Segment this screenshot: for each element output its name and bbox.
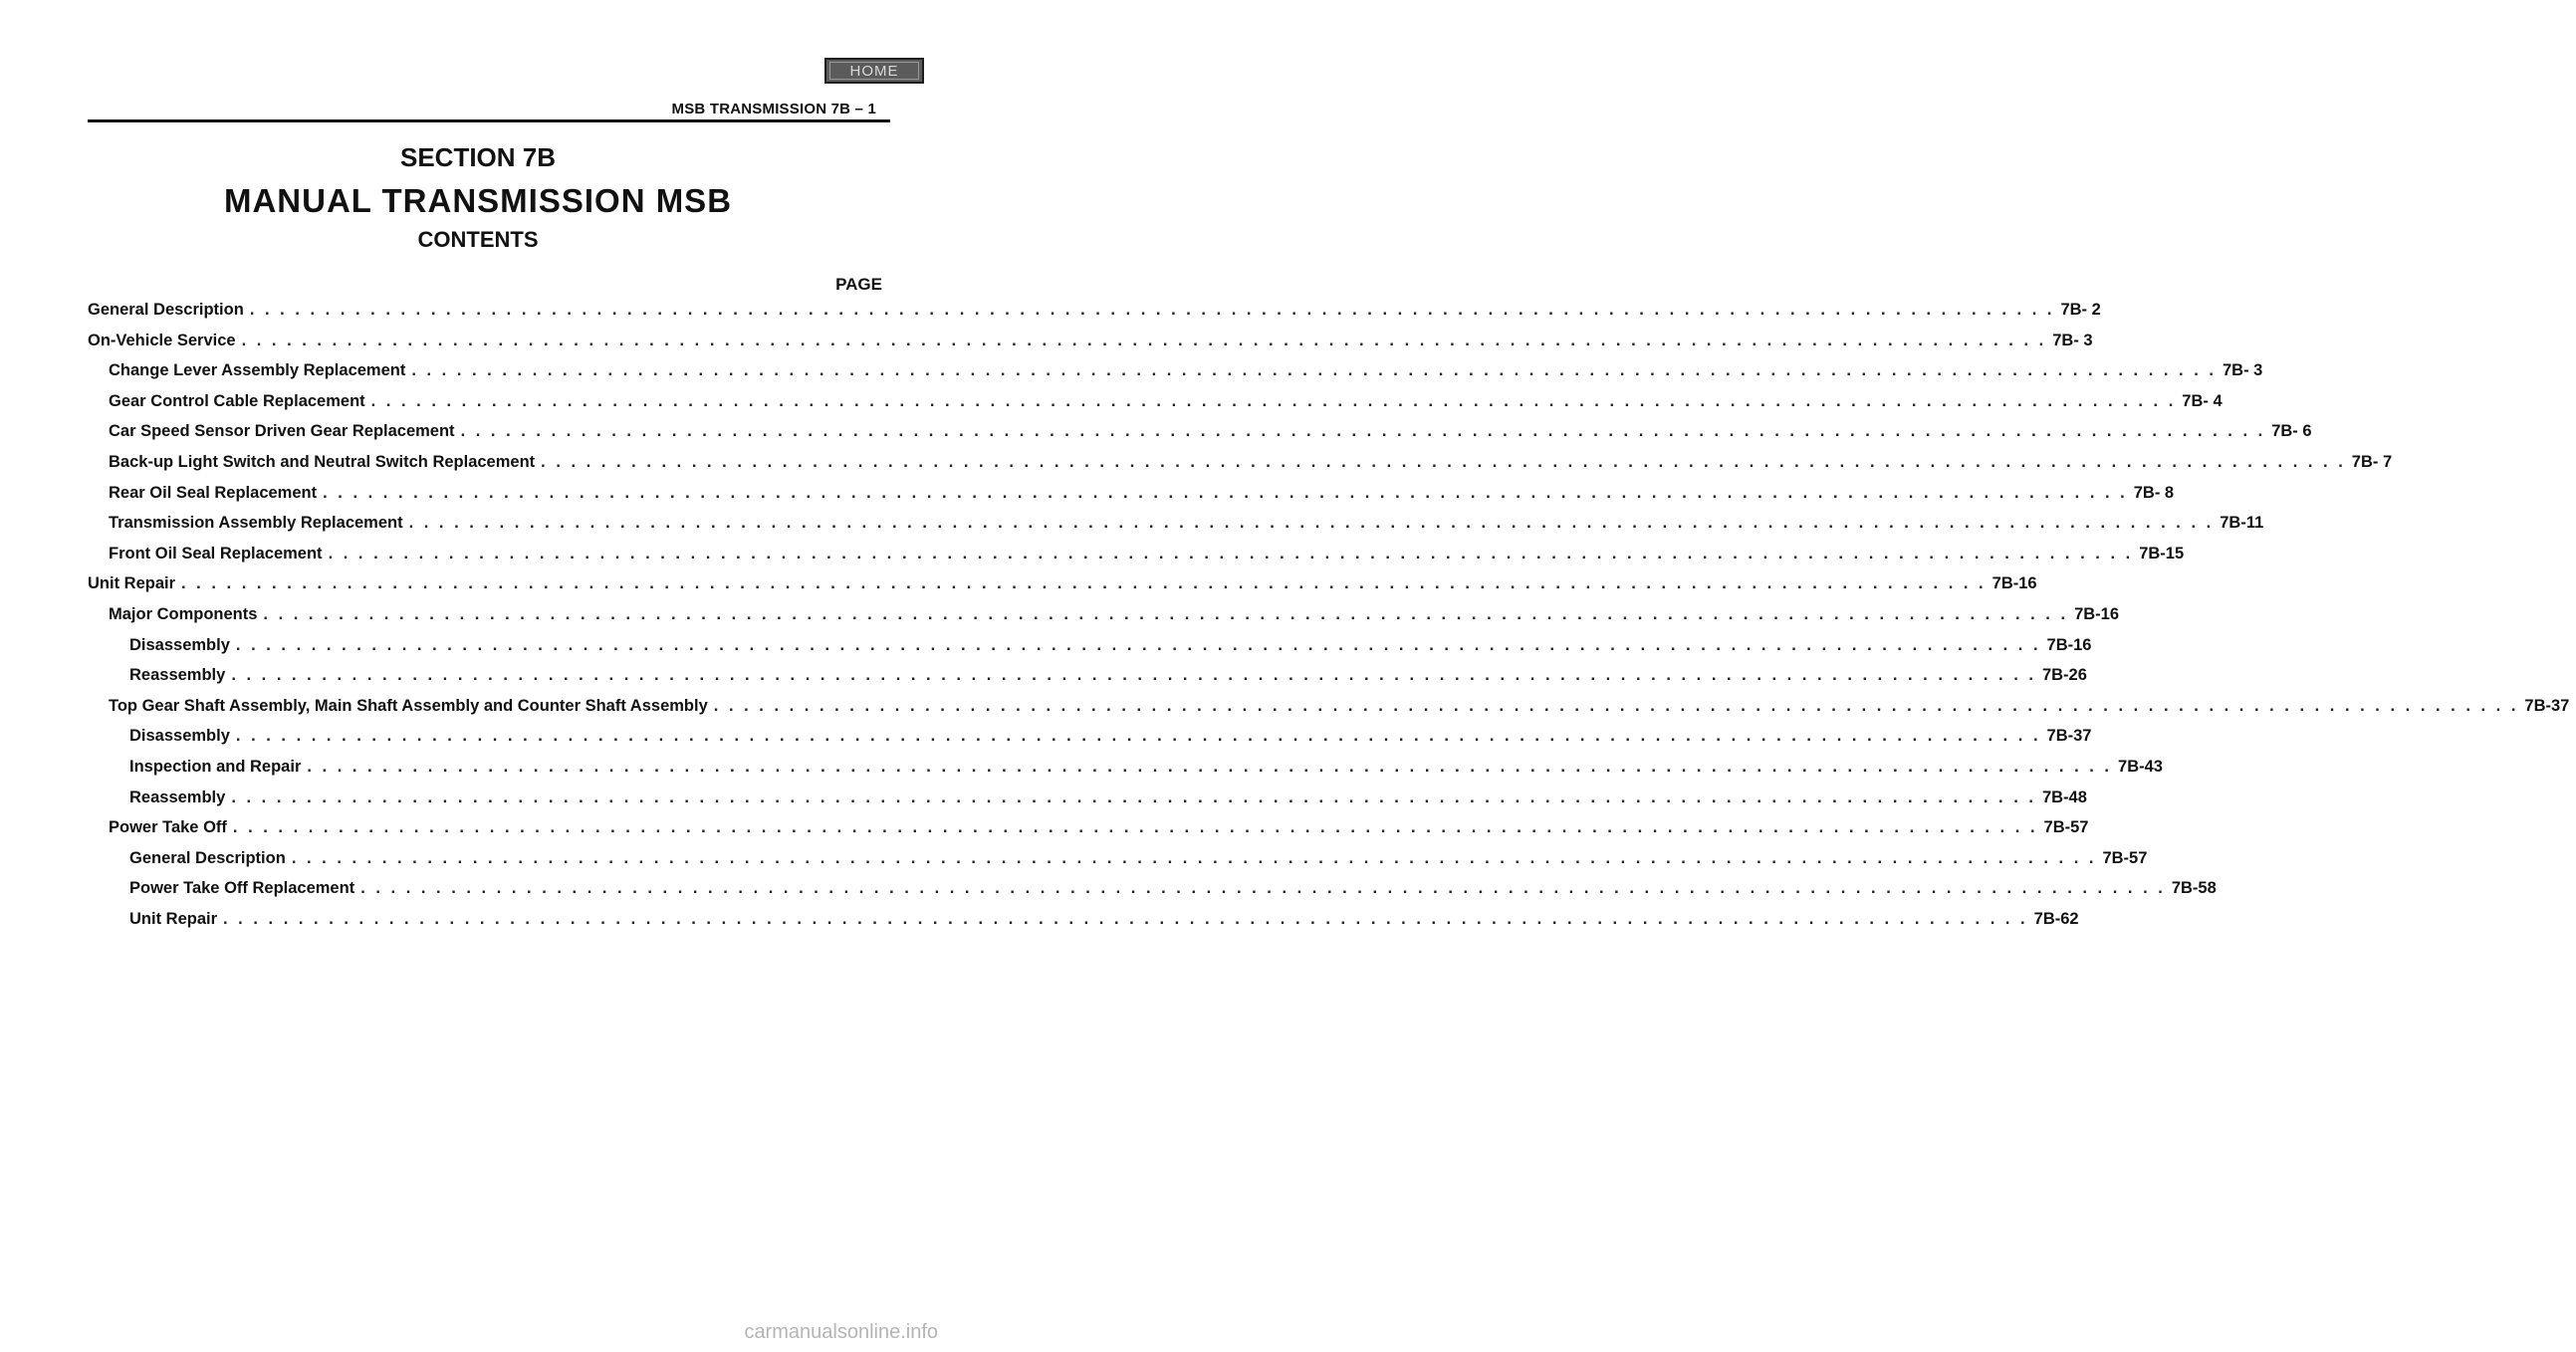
dot-leader: . . . . . . . . . . . . . . . . . . . . . . . . . . . . . . . . . . . . . . . . . . . . . . . . . . . . . . . . . . . . . . . . . . . . . . . . . . . . . . . . . . . . . . . . . . . . . . . . . . . . . . . . . . . . . . . . . . . . . . . .: [249, 301, 2055, 319]
toc-entry-label: Inspection and Repair: [129, 758, 302, 776]
dot-leader: . . . . . . . . . . . . . . . . . . . . . . . . . . . . . . . . . . . . . . . . . . . . . . . . . . . . . . . . . . . . . . . . . . . . . . . . . . . . . . . . . . . . . . . . . . . . . . . . . . . . . . . . . . . . . . . . . . . . . . . .: [235, 635, 2041, 654]
toc-entry[interactable]: [88, 788, 2087, 812]
toc-entry[interactable]: [88, 879, 2217, 903]
toc-entry-label: Disassembly: [129, 635, 230, 654]
watermark: carmanualsonline.info: [744, 1321, 938, 1343]
toc-entry[interactable]: [88, 301, 2101, 325]
toc-entry[interactable]: [88, 422, 2312, 446]
toc-entry[interactable]: [88, 727, 2092, 751]
toc-entry-label: General Description: [88, 301, 244, 319]
dot-leader: . . . . . . . . . . . . . . . . . . . . . . . . . . . . . . . . . . . . . . . . . . . . . . . . . . . . . . . . . . . . . . . . . . . . . . . . . . . . . . . . . . . . . . . . . . . . . . . . . . . . . . . . . . . . . . . . . . . . . . . .: [223, 910, 2028, 928]
contents-title: CONTENTS: [417, 227, 539, 252]
toc-entry[interactable]: [88, 361, 2263, 385]
main-title: MANUAL TRANSMISSION MSB: [223, 182, 733, 219]
dot-leader: . . . . . . . . . . . . . . . . . . . . . . . . . . . . . . . . . . . . . . . . . . . . . . . . . . . . . . . . . . . . . . . . . . . . . . . . . . . . . . . . . . . . . . . . . . . . . . . . . . . . . . . . . . . . . . . . . . . . . . . .: [263, 605, 2069, 623]
toc-entry[interactable]: [88, 696, 2570, 721]
toc-entry-label: Top Gear Shaft Assembly, Main Shaft Assembly and Counter Shaft Assembly: [109, 696, 708, 715]
toc-entry-page: 7B-16: [1991, 574, 2037, 593]
toc-entry-label: Disassembly: [129, 727, 230, 746]
toc-entry[interactable]: [88, 483, 2175, 508]
home-button[interactable]: [824, 58, 924, 84]
toc-entry-page: 7B-57: [2102, 848, 2148, 867]
dot-leader: . . . . . . . . . . . . . . . . . . . . . . . . . . . . . . . . . . . . . . . . . . . . . . . . . . . . . . . . . . . . . . . . . . . . . . . . . . . . . . . . . . . . . . . . . . . . . . . . . . . . . . . . . . . . . . . . . . . . . . . .: [360, 879, 2166, 898]
toc-entry[interactable]: [88, 758, 2163, 782]
toc-entry[interactable]: [88, 331, 2093, 355]
toc-entry-page: 7B- 2: [2060, 301, 2101, 319]
toc-entry[interactable]: [88, 574, 2037, 598]
toc-entry-page: 7B- 7: [2351, 453, 2393, 471]
toc-entry-label: General Description: [129, 848, 286, 867]
toc-entry[interactable]: [88, 544, 2185, 568]
toc-entry-page: 7B-58: [2171, 879, 2217, 898]
dot-leader: . . . . . . . . . . . . . . . . . . . . . . . . . . . . . . . . . . . . . . . . . . . . . . . . . . . . . . . . . . . . . . . . . . . . . . . . . . . . . . . . . . . . . . . . . . . . . . . . . . . . . . . . . . . . . . . . . . . . . . . .: [232, 818, 2038, 837]
toc-entry-page: 7B- 8: [2133, 483, 2175, 502]
toc-entry-label: Transmission Assembly Replacement: [109, 514, 403, 533]
toc-entry-label: Unit Repair: [88, 574, 176, 593]
toc-entry[interactable]: [88, 666, 2087, 690]
toc-entry-label: Major Components: [109, 605, 258, 623]
section-title: SECTION 7B: [399, 142, 557, 172]
toc-entry-label: Unit Repair: [129, 910, 218, 928]
toc-entry-label: Reassembly: [129, 788, 226, 806]
toc-entry-label: Rear Oil Seal Replacement: [109, 483, 318, 502]
toc-entry-label: Power Take Off: [109, 818, 227, 837]
toc-entry[interactable]: [88, 453, 2393, 477]
running-header: MSB TRANSMISSION 7B – 1: [671, 101, 876, 117]
toc-entry-page: 7B-11: [2220, 514, 2264, 533]
toc-entry[interactable]: [88, 818, 2089, 842]
toc-entry-label: Back-up Light Switch and Neutral Switch Replacement: [109, 453, 536, 471]
dot-leader: . . . . . . . . . . . . . . . . . . . . . . . . . . . . . . . . . . . . . . . . . . . . . . . . . . . . . . . . . . . . . . . . . . . . . . . . . . . . . . . . . . . . . . . . . . . . . . . . . . . . . . . . . . . . . . . . . . . . . . . .: [411, 361, 2217, 380]
toc-entry-page: 7B-48: [2041, 788, 2087, 806]
dot-leader: . . . . . . . . . . . . . . . . . . . . . . . . . . . . . . . . . . . . . . . . . . . . . . . . . . . . . . . . . . . . . . . . . . . . . . . . . . . . . . . . . . . . . . . . . . . . . . . . . . . . . . . . . . . . . . . . . . . . . . . .: [291, 848, 2097, 867]
toc-entry-label: Reassembly: [129, 666, 226, 685]
dot-leader: . . . . . . . . . . . . . . . . . . . . . . . . . . . . . . . . . . . . . . . . . . . . . . . . . . . . . . . . . . . . . . . . . . . . . . . . . . . . . . . . . . . . . . . . . . . . . . . . . . . . . . . . . . . . . . . . . . . . . . . .: [713, 696, 2519, 715]
dot-leader: . . . . . . . . . . . . . . . . . . . . . . . . . . . . . . . . . . . . . . . . . . . . . . . . . . . . . . . . . . . . . . . . . . . . . . . . . . . . . . . . . . . . . . . . . . . . . . . . . . . . . . . . . . . . . . . . . . . . . . . .: [328, 544, 2134, 563]
toc-entry-label: Front Oil Seal Replacement: [109, 544, 323, 563]
toc-entry[interactable]: [88, 848, 2148, 873]
toc-entry-page: 7B-57: [2043, 818, 2089, 837]
dot-leader: . . . . . . . . . . . . . . . . . . . . . . . . . . . . . . . . . . . . . . . . . . . . . . . . . . . . . . . . . . . . . . . . . . . . . . . . . . . . . . . . . . . . . . . . . . . . . . . . . . . . . . . . . . . . . . . . . . . . . . . .: [241, 331, 2047, 349]
toc-entry-page: 7B-43: [2118, 758, 2163, 776]
dot-leader: . . . . . . . . . . . . . . . . . . . . . . . . . . . . . . . . . . . . . . . . . . . . . . . . . . . . . . . . . . . . . . . . . . . . . . . . . . . . . . . . . . . . . . . . . . . . . . . . . . . . . . . . . . . . . . . . . . . . . . . .: [307, 758, 2113, 776]
dot-leader: . . . . . . . . . . . . . . . . . . . . . . . . . . . . . . . . . . . . . . . . . . . . . . . . . . . . . . . . . . . . . . . . . . . . . . . . . . . . . . . . . . . . . . . . . . . . . . . . . . . . . . . . . . . . . . . . . . . . . . . .: [408, 514, 2215, 533]
dot-leader: . . . . . . . . . . . . . . . . . . . . . . . . . . . . . . . . . . . . . . . . . . . . . . . . . . . . . . . . . . . . . . . . . . . . . . . . . . . . . . . . . . . . . . . . . . . . . . . . . . . . . . . . . . . . . . . . . . . . . . . .: [235, 727, 2041, 746]
toc-entry-page: 7B- 6: [2271, 422, 2312, 441]
toc-entry[interactable]: [88, 514, 2264, 538]
toc-entry-page: 7B-16: [2046, 635, 2092, 654]
toc-entry-label: Change Lever Assembly Replacement: [109, 361, 406, 380]
toc-entry-page: 7B-37: [2524, 696, 2570, 715]
toc-entry-page: 7B- 3: [2052, 331, 2093, 349]
toc-entry-page: 7B-37: [2046, 727, 2092, 746]
toc-entry-label: On-Vehicle Service: [88, 331, 236, 349]
toc-entry-label: Power Take Off Replacement: [129, 879, 355, 898]
toc-entry-label: Gear Control Cable Replacement: [109, 391, 365, 410]
toc-entry-page: 7B- 4: [2182, 391, 2223, 410]
toc-entry[interactable]: [88, 391, 2223, 416]
toc-entry-label: Car Speed Sensor Driven Gear Replacement: [109, 422, 455, 441]
toc-entry-page: 7B-26: [2041, 666, 2087, 685]
header-rule: [88, 119, 890, 122]
dot-leader: . . . . . . . . . . . . . . . . . . . . . . . . . . . . . . . . . . . . . . . . . . . . . . . . . . . . . . . . . . . . . . . . . . . . . . . . . . . . . . . . . . . . . . . . . . . . . . . . . . . . . . . . . . . . . . . . . . . . . . . .: [231, 666, 2036, 685]
dot-leader: . . . . . . . . . . . . . . . . . . . . . . . . . . . . . . . . . . . . . . . . . . . . . . . . . . . . . . . . . . . . . . . . . . . . . . . . . . . . . . . . . . . . . . . . . . . . . . . . . . . . . . . . . . . . . . . . . . . . . . . .: [181, 574, 1987, 593]
dot-leader: . . . . . . . . . . . . . . . . . . . . . . . . . . . . . . . . . . . . . . . . . . . . . . . . . . . . . . . . . . . . . . . . . . . . . . . . . . . . . . . . . . . . . . . . . . . . . . . . . . . . . . . . . . . . . . . . . . . . . . . .: [231, 788, 2036, 806]
toc-entry[interactable]: [88, 605, 2120, 629]
toc-entry-page: 7B-62: [2033, 910, 2079, 928]
dot-leader: . . . . . . . . . . . . . . . . . . . . . . . . . . . . . . . . . . . . . . . . . . . . . . . . . . . . . . . . . . . . . . . . . . . . . . . . . . . . . . . . . . . . . . . . . . . . . . . . . . . . . . . . . . . . . . . . . . . . . . . .: [370, 391, 2177, 410]
home-button-label: HOME: [829, 62, 919, 80]
toc-entry-page: 7B- 3: [2222, 361, 2263, 380]
toc-entry[interactable]: [88, 635, 2092, 660]
dot-leader: . . . . . . . . . . . . . . . . . . . . . . . . . . . . . . . . . . . . . . . . . . . . . . . . . . . . . . . . . . . . . . . . . . . . . . . . . . . . . . . . . . . . . . . . . . . . . . . . . . . . . . . . . . . . . . . . . . . . . . . .: [541, 453, 2346, 471]
page-column-label: PAGE: [835, 275, 882, 294]
dot-leader: . . . . . . . . . . . . . . . . . . . . . . . . . . . . . . . . . . . . . . . . . . . . . . . . . . . . . . . . . . . . . . . . . . . . . . . . . . . . . . . . . . . . . . . . . . . . . . . . . . . . . . . . . . . . . . . . . . . . . . . .: [460, 422, 2266, 441]
toc-entry[interactable]: [88, 910, 2079, 934]
toc-entry-page: 7B-16: [2074, 605, 2120, 623]
toc-entry-page: 7B-15: [2139, 544, 2185, 563]
dot-leader: . . . . . . . . . . . . . . . . . . . . . . . . . . . . . . . . . . . . . . . . . . . . . . . . . . . . . . . . . . . . . . . . . . . . . . . . . . . . . . . . . . . . . . . . . . . . . . . . . . . . . . . . . . . . . . . . . . . . . . . .: [323, 483, 2128, 502]
